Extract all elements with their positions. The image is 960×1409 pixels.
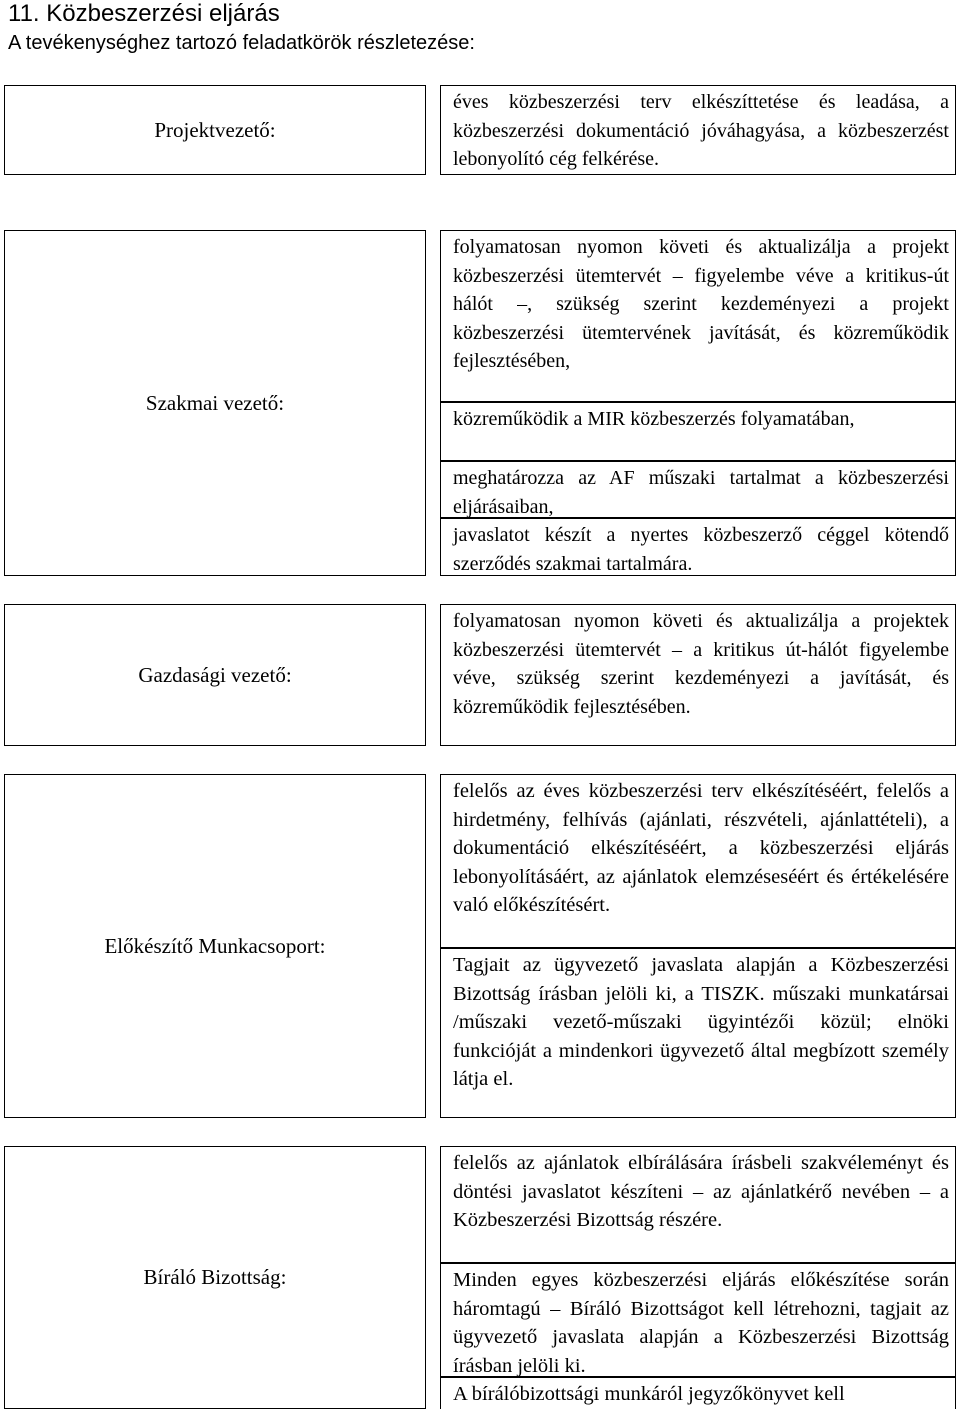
role-label: Projektvezető:	[4, 85, 426, 175]
role-label: Bíráló Bizottság:	[4, 1146, 426, 1409]
role-row-project-manager	[4, 85, 956, 175]
role-label: Szakmai vezető:	[4, 230, 426, 576]
task-block: meghatározza az AF műszaki tartalmat a közbeszerzési eljárásaiban,	[440, 461, 956, 518]
task-block: éves közbeszerzési terv elkészíttetése és leadása, a közbeszerzési dokumentáció jóváhagyása, a közbeszerzést lebonyolító cég felkérése.	[440, 85, 956, 175]
task-block: folyamatosan nyomon követi és aktualizálja a projekt közbeszerzési ütemtervét – figyelembe véve a kritikus-út hálót –, szükség szerint kezdeményezi a projekt közbeszerzési ütemtervének javítását, és közreműködik fejlesztésében,	[440, 230, 956, 402]
task-block: A bírálóbizottsági munkáról jegyzőkönyvet kell	[440, 1377, 956, 1409]
task-block: felelős az ajánlatok elbírálására írásbeli szakvéleményt és döntési javaslatot készíteni – az ajánlatkérő nevében – a Közbeszerzési Bizottság részére.	[440, 1146, 956, 1263]
task-block: folyamatosan nyomon követi és aktualizálja a projektek közbeszerzési ütemtervét – a kritikus út-hálót figyelembe véve, szükség szerint kezdeményezi a javítását, és közreműködik fejlesztésében.	[440, 604, 956, 746]
role-label: Előkészítő Munkacsoport:	[4, 774, 426, 1118]
role-label: Gazdasági vezető:	[4, 604, 426, 746]
task-block: Tagjait az ügyvezető javaslata alapján a Közbeszerzési Bizottság írásban jelöli ki, a TISZK. műszaki munkatársai /műszaki vezető-műszaki ügyintézői közül; elnöki funkcióját a mindenkori ügyvezető által megbízott személy látja el.	[440, 948, 956, 1118]
role-row-technical-lead	[4, 230, 956, 576]
task-block: javaslatot készít a nyertes közbeszerző céggel kötendő szerződés szakmai tartalmára.	[440, 518, 956, 576]
section-title: 11. Közbeszerzési eljárás	[8, 0, 280, 27]
task-block: felelős az éves közbeszerzési terv elkészítéséért, felelős a hirdetmény, felhívás (ajánlati, részvételi, ajánlattételi), a dokumentáció elkészítéséért, a közbeszerzési eljárás lebonyolításáért, az ajánlatok elemzéseséért és értékelésére való előkészítésért.	[440, 774, 956, 948]
role-row-financial-lead	[4, 604, 956, 746]
task-block: Minden egyes közbeszerzési eljárás előkészítése során háromtagú – Bíráló Bizottságot kell létrehozni, tagjait az ügyvezető javaslata alapján a Közbeszerzési Bizottság írásban jelöli ki.	[440, 1263, 956, 1377]
task-block: közreműködik a MIR közbeszerzés folyamatában,	[440, 402, 956, 461]
role-row-evaluation-committee	[4, 1146, 956, 1409]
role-row-preparatory-group	[4, 774, 956, 1118]
section-subtitle: A tevékenységhez tartozó feladatkörök részletezése:	[8, 32, 475, 54]
